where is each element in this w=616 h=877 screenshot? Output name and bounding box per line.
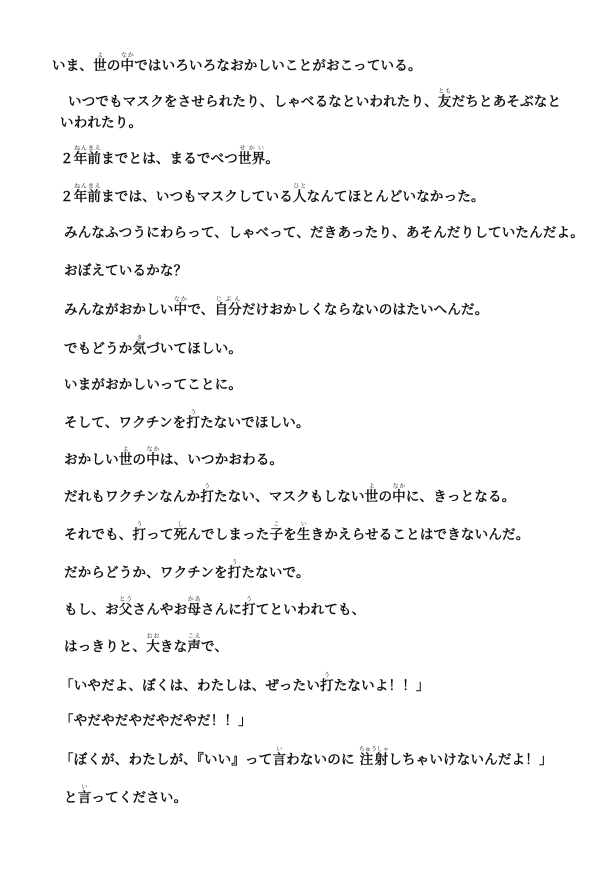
furigana-word [118,446,133,468]
kanji-base: 死 [173,527,188,543]
text-line-3 [60,145,580,168]
text-segment: それでも、 [64,527,133,543]
furigana-word [73,183,102,205]
text-line-5 [64,224,584,242]
text-segment: おぼえているかな？ [64,263,188,279]
text-segment: の [378,489,393,505]
kanji-base: 年前 [73,189,102,205]
furigana-word [237,145,266,167]
furigana-word [392,483,406,505]
furigana-word [320,672,334,694]
kanji-base: 世 [364,489,379,505]
furigana-reading: き [132,335,147,342]
text-segment: だれもワクチンなんか [64,489,201,505]
text-line-12 [64,483,584,506]
furigana-reading: し [173,521,188,528]
kanji-base: 世 [93,58,107,74]
kanji-base: 生 [296,527,311,543]
text-line-20 [64,784,584,807]
text-line-18 [60,712,580,730]
furigana-reading: ちゅうしゃ [358,746,389,753]
furigana-reading: なか [146,446,160,453]
text-segment: ２ [60,189,74,205]
furigana-reading: ひと [292,183,307,190]
kanji-base: 大 [146,639,160,655]
furigana-word [437,88,452,110]
kanji-base: 声 [187,639,202,655]
kanji-base: 打 [200,489,215,505]
furigana-word [173,296,188,318]
text-segment: いまがおかしいってことに。 [64,377,243,393]
kanji-base: 言 [272,752,287,768]
furigana-word [173,521,188,543]
furigana-word [73,145,102,167]
furigana-reading: ねんまえ [73,183,102,190]
kanji-base: 母 [187,602,202,618]
kanji-base: 中 [173,302,188,318]
text-segment: で、 [201,639,229,655]
furigana-reading: う [200,483,215,490]
text-segment: の [132,452,147,468]
furigana-word [93,52,107,74]
furigana-word [242,596,256,618]
furigana-reading: う [242,596,256,603]
furigana-reading: ねんまえ [73,145,102,152]
kanji-base: 打 [242,602,256,618]
text-segment: いつでもマスクをさせられたり、しゃべるなといわれたり、 [68,94,438,110]
text-segment: わないのに [286,752,360,768]
text-segment: おかしい [64,452,119,468]
furigana-reading: よ [93,52,107,59]
text-line-14 [64,559,584,582]
kanji-base: 父 [118,602,133,618]
furigana-reading: う [186,409,201,416]
kanji-base: 中 [392,489,406,505]
furigana-reading: なか [120,52,135,59]
furigana-reading: なか [392,483,406,490]
furigana-word [200,483,215,505]
text-segment: いま、 [52,58,94,74]
kanji-base: 世 [118,452,133,468]
text-segment: はっきりと、 [64,639,147,655]
furigana-reading: かあ [187,596,202,603]
kanji-base: 言 [77,790,92,806]
text-line-7 [64,296,584,319]
text-segment: さんに [201,602,243,618]
text-segment: と [64,790,78,806]
kanji-base: 注射 [358,752,389,768]
text-line-1 [52,52,572,75]
text-line-17 [60,672,580,695]
furigana-word [186,409,201,431]
kanji-base: 自分 [214,302,242,318]
text-line-6 [64,262,584,280]
furigana-word [364,483,379,505]
text-segment: は、いつかおわる。 [159,452,284,468]
furigana-word [292,183,307,205]
text-line-11 [64,446,584,469]
furigana-reading: い [77,784,92,791]
text-line-9 [64,376,584,394]
furigana-reading: う [320,672,334,679]
furigana-word [272,746,287,768]
kanji-base: 中 [120,58,135,74]
text-segment: もし、お [64,602,119,618]
kanji-base: 世界 [237,151,266,167]
kanji-base: 中 [146,452,160,468]
furigana-word [214,296,242,318]
kanji-base: 人 [292,189,307,205]
furigana-word [269,521,284,543]
furigana-reading: よ [118,446,133,453]
text-line-15 [64,596,584,619]
text-segment: に、きっとなる。 [405,489,516,505]
text-segment: さんやお [132,602,188,618]
text-segment: の [106,58,121,74]
text-line-16 [64,633,584,656]
furigana-word [358,746,389,768]
kanji-base: 打 [132,527,147,543]
text-line-10 [64,409,584,432]
furigana-word [146,446,160,468]
text-segment: ではいろいろなおかしいことがおこっている。 [134,58,422,74]
furigana-word [146,633,160,655]
text-segment: そして、ワクチンを [64,415,187,431]
text-line-4 [60,183,580,206]
text-segment: たない、マスクもしない [214,489,365,505]
furigana-word [120,52,135,74]
kanji-base: 友 [437,94,452,110]
text-segment: 「ぼくが、わたしが、『いい』って [60,752,273,768]
text-line-2 [60,88,570,134]
text-segment: だけおかしくならないのはたいへんだ。 [241,302,489,318]
furigana-reading: じぶん [214,296,242,303]
kanji-base: 打 [186,415,201,431]
text-segment: でもどうか [64,341,133,357]
text-segment: だからどうか、ワクチンを [64,565,228,581]
kanji-base: 打 [320,678,334,694]
text-segment: づいてほしい。 [146,341,243,357]
furigana-reading: おお [146,633,160,640]
text-segment: って [146,527,174,543]
furigana-word [296,521,311,543]
kanji-base: 年前 [73,151,102,167]
text-line-8 [64,335,584,358]
text-segment: ２ [60,151,74,167]
text-segment: で、 [187,302,215,318]
text-line-13 [64,521,584,544]
furigana-word [118,596,133,618]
furigana-reading: せかい [237,145,266,152]
furigana-word [132,335,147,357]
text-segment: だちとあそぶなといわれたり。 [60,94,562,131]
text-segment: みんなふつうにわらって、しゃべって、だきあったり、あそんだりしていたんだよ。 [64,225,584,241]
furigana-reading: とう [118,596,133,603]
furigana-reading: よ [364,483,379,490]
text-segment: までとは、まるでべつ [101,151,238,167]
furigana-word [227,559,242,581]
furigana-reading: こ [269,521,284,528]
text-segment: みんながおかしい [64,302,174,318]
text-segment: たないで。 [241,565,310,581]
text-line-19 [60,746,580,769]
text-segment: しちゃいけないんだよ！」 [388,752,553,768]
furigana-reading: う [132,521,147,528]
furigana-reading: い [296,521,311,528]
kanji-base: 打 [227,565,242,581]
kanji-base: 子 [269,527,284,543]
furigana-reading: う [227,559,242,566]
text-segment: きな [159,639,188,655]
furigana-word [187,633,202,655]
furigana-reading: こえ [187,633,202,640]
text-segment: までは、いつもマスクしている [101,189,293,205]
furigana-word [187,596,202,618]
text-segment: きかえらせることはできないんだ。 [310,527,530,543]
text-segment: ってください。 [91,790,188,806]
text-segment: 「やだやだやだやだやだ！！」 [60,713,252,729]
text-segment: んでしまった [187,527,270,543]
text-segment: を [283,527,297,543]
text-segment: 。 [265,151,280,167]
text-segment: たないでほしい。 [200,415,310,431]
text-segment: たないよ！！」 [333,678,430,694]
furigana-word [77,784,92,806]
text-segment: 「いやだよ、ぼくは、わたしは、ぜったい [60,678,321,694]
furigana-reading: なか [173,296,188,303]
furigana-word [132,521,147,543]
text-segment: なんてほとんどいなかった。 [306,189,485,205]
kanji-base: 気 [132,341,147,357]
furigana-reading: とも [437,88,452,95]
furigana-reading: い [272,746,287,753]
text-segment: てといわれても、 [255,602,366,618]
